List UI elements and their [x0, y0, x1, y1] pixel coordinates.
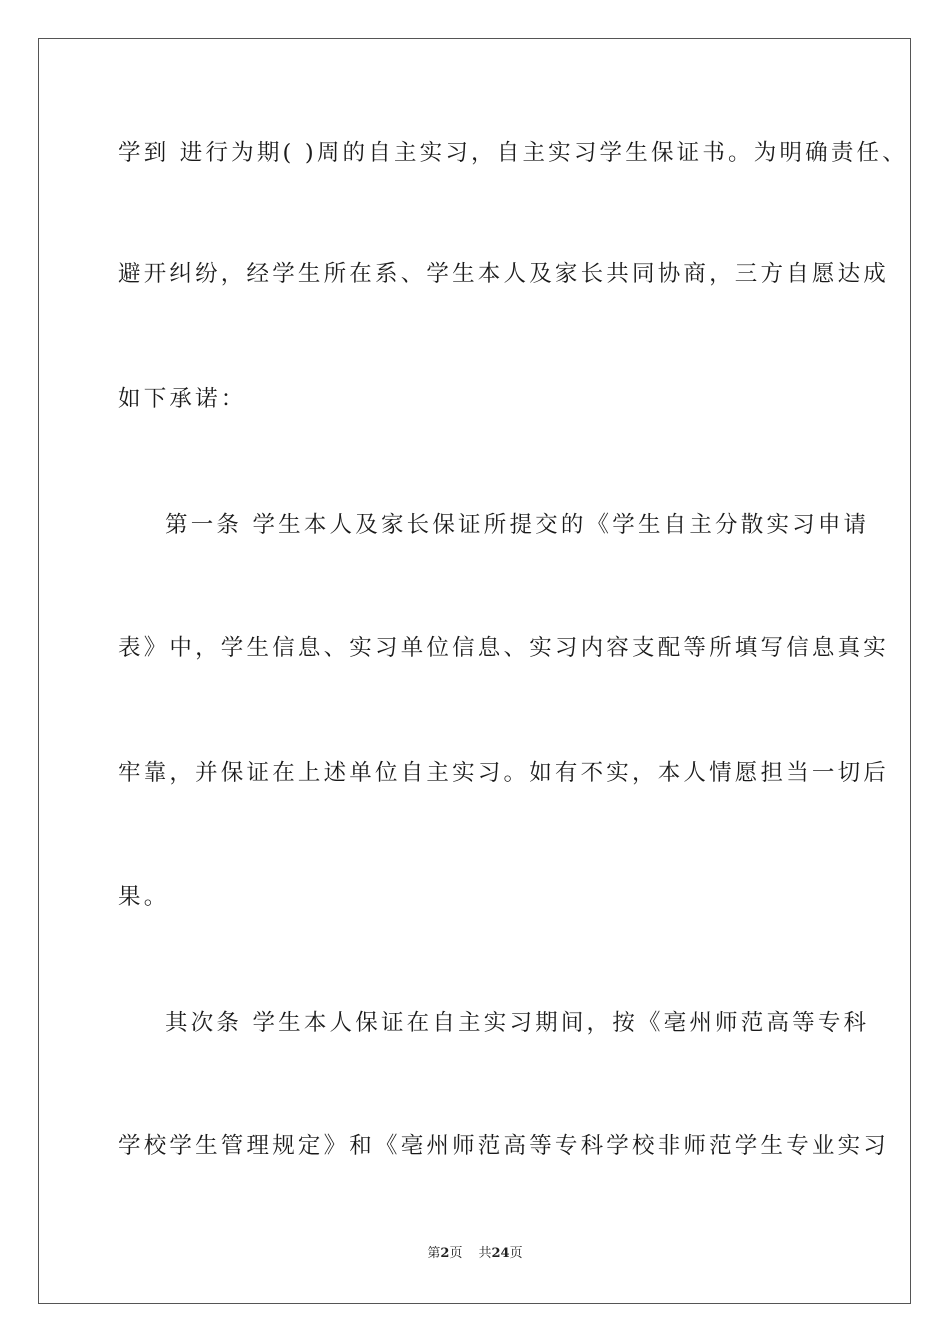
page-footer: [0, 1245, 950, 1263]
text-line-9: 学校学生管理规定》和《亳州师范高等专科学校非师范学生专业实习: [118, 1133, 890, 1159]
text-line-7: 果。: [118, 884, 170, 910]
page-number: 2: [440, 1246, 450, 1261]
text-line-2: 避开纠纷，经学生所在系、学生本人及家长共同协商，三方自愿达成: [118, 261, 890, 287]
text-line-4: 第一条 学生本人及家长保证所提交的《学生自主分散实习申请: [165, 512, 870, 538]
text-line-3: 如下承诺：: [118, 386, 247, 412]
text-line-5: 表》中，学生信息、实习单位信息、实习内容支配等所填写信息真实: [118, 635, 890, 661]
total-suffix: 页: [509, 1246, 523, 1261]
text-line-8: 其次条 学生本人保证在自主实习期间，按《亳州师范高等专科: [165, 1010, 870, 1036]
page-border: [38, 38, 911, 1304]
total-pages: 24: [491, 1246, 510, 1261]
text-line-1: 学到 进行为期( )周的自主实习，自主实习学生保证书。为明确责任、: [118, 140, 908, 166]
page-prefix: 第: [427, 1246, 441, 1261]
page-suffix: 页: [449, 1246, 463, 1261]
total-prefix: 共: [478, 1246, 492, 1261]
text-line-6: 牢靠，并保证在上述单位自主实习。如有不实，本人情愿担当一切后: [118, 760, 890, 786]
